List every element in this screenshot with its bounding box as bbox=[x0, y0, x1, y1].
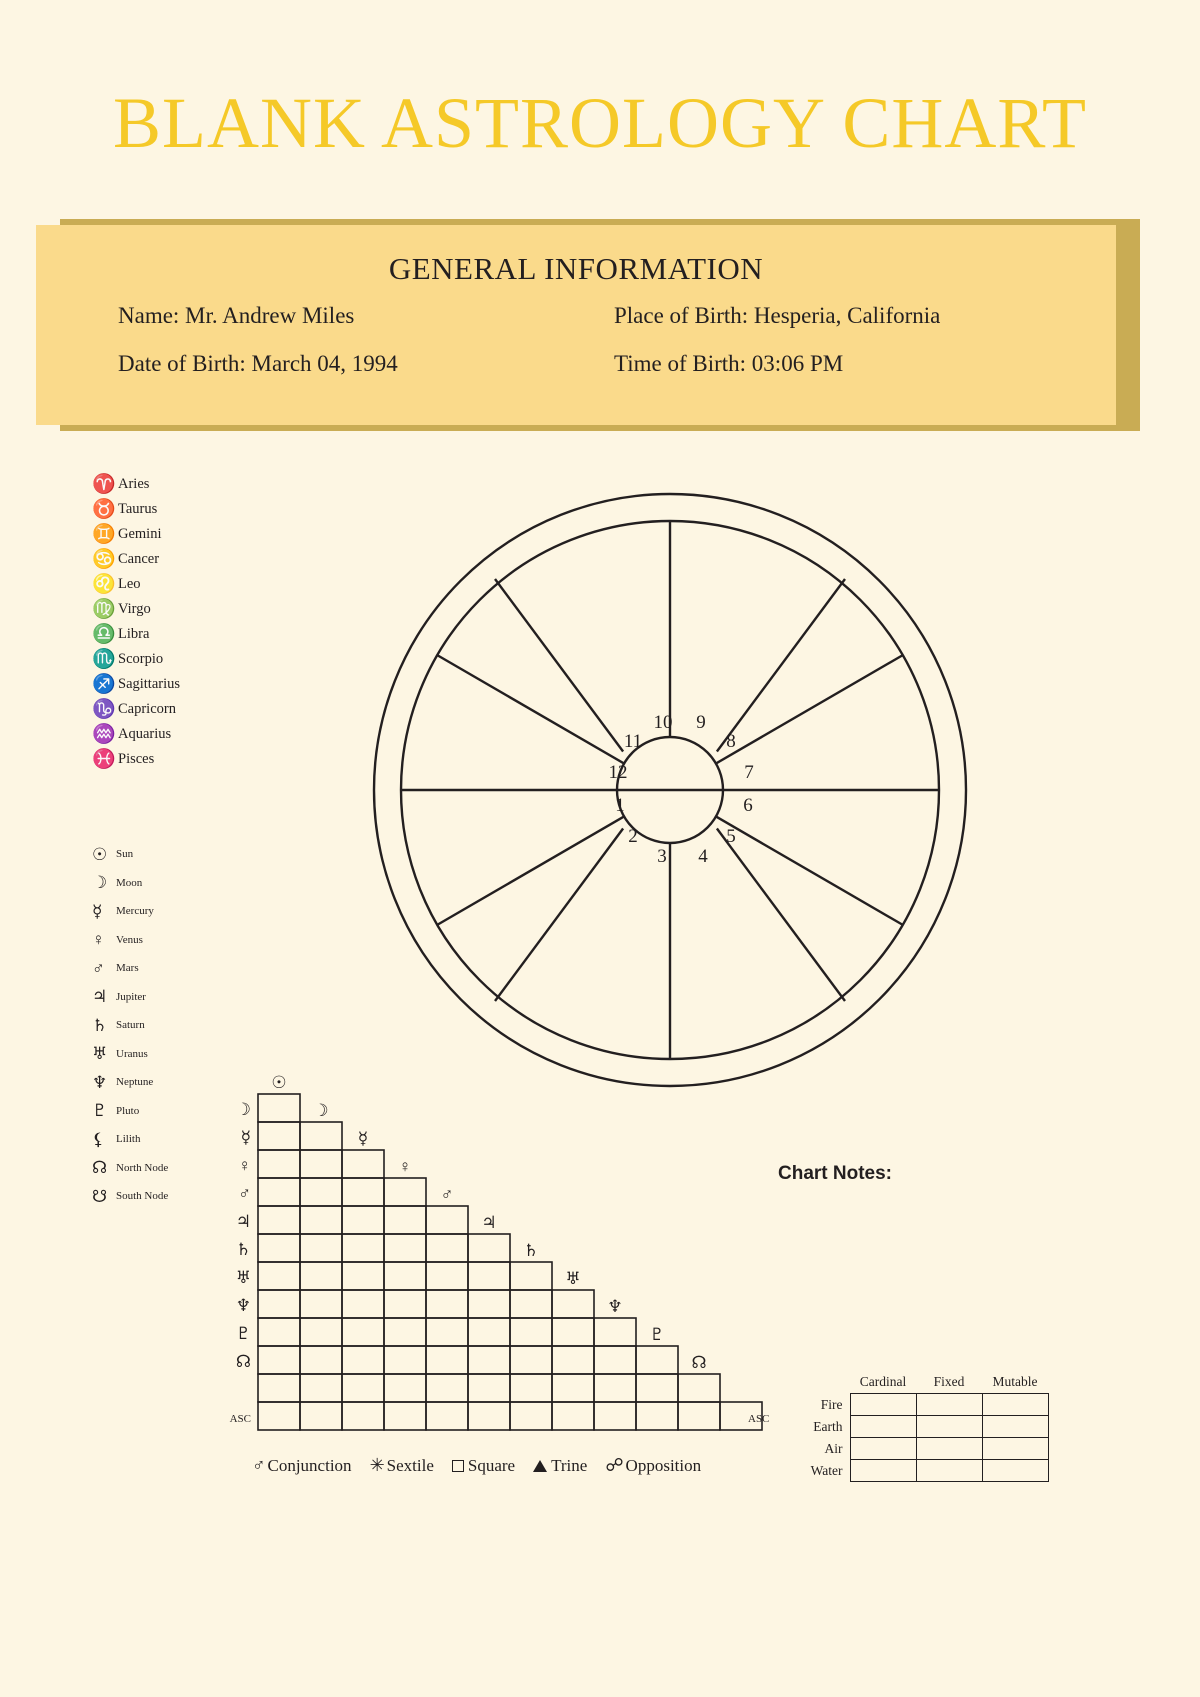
table-row bbox=[798, 1438, 1048, 1460]
planet-label: Venus bbox=[116, 933, 143, 946]
mars-glyph: ♂ bbox=[92, 958, 105, 978]
planet-label: Saturn bbox=[116, 1019, 145, 1032]
row-header-fire: Fire bbox=[820, 1396, 843, 1412]
row-label-saturn: ♄ bbox=[235, 1240, 251, 1259]
capricorn-glyph: ♑ bbox=[92, 699, 116, 720]
leo-glyph: ♌ bbox=[92, 574, 116, 595]
diag-label-uranus: ♅ bbox=[565, 1269, 581, 1288]
scorpio-glyph: ♏ bbox=[92, 649, 116, 670]
place-of-birth-field: Place of Birth: Hesperia, California bbox=[614, 303, 941, 328]
list-item bbox=[92, 840, 282, 869]
planet-label: Uranus bbox=[116, 1047, 148, 1060]
diag-label-pluto: ♇ bbox=[649, 1325, 665, 1344]
row-header-earth: Earth bbox=[813, 1418, 843, 1434]
jupiter-glyph: ♃ bbox=[92, 987, 108, 1007]
table-row bbox=[798, 1460, 1048, 1482]
house-number-5: 5 bbox=[726, 826, 736, 847]
row-label-venus: ♀ bbox=[238, 1156, 251, 1175]
table-cell[interactable] bbox=[982, 1394, 1048, 1416]
sextile-icon: ✳ bbox=[369, 1455, 385, 1475]
row-label-neptune: ♆ bbox=[235, 1296, 251, 1315]
north-node-glyph: ☊ bbox=[92, 1158, 108, 1178]
legend-item-square bbox=[452, 1456, 515, 1476]
zodiac-signs-legend bbox=[92, 472, 282, 772]
planet-label: Lilith bbox=[116, 1133, 141, 1146]
table-row bbox=[798, 1394, 1048, 1416]
planet-label: Pluto bbox=[116, 1104, 140, 1117]
house-number-7: 7 bbox=[744, 762, 754, 783]
sign-label: Virgo bbox=[118, 601, 151, 617]
diag-label-asc: ASC bbox=[748, 1413, 770, 1425]
legend-item-opposition bbox=[605, 1455, 701, 1476]
house-number-10: 10 bbox=[653, 712, 673, 733]
row-label-mercury: ☿ bbox=[240, 1128, 251, 1147]
sign-label: Gemini bbox=[118, 526, 162, 542]
house-number-9: 9 bbox=[696, 712, 706, 733]
astrology-wheel bbox=[345, 490, 995, 1115]
sign-label: Taurus bbox=[118, 501, 158, 517]
row-label-asc: ASC bbox=[229, 1413, 251, 1425]
time-of-birth-field: Time of Birth: 03:06 PM bbox=[614, 351, 844, 376]
aspect-grid-svg bbox=[218, 1068, 778, 1448]
sign-label: Aquarius bbox=[118, 726, 172, 742]
house-number-3: 3 bbox=[657, 846, 667, 867]
list-item bbox=[92, 647, 282, 672]
planet-label: Mars bbox=[116, 962, 139, 975]
diag-label-mercury: ☿ bbox=[357, 1129, 369, 1148]
pisces-glyph: ♓ bbox=[92, 749, 116, 770]
aspect-legend bbox=[252, 1455, 752, 1476]
planet-label: Neptune bbox=[116, 1076, 154, 1089]
cusp-line bbox=[437, 817, 624, 925]
gemini-glyph: ♊ bbox=[92, 524, 116, 545]
row-label-uranus: ♅ bbox=[235, 1268, 251, 1287]
row-header-air: Air bbox=[824, 1440, 843, 1456]
table-cell[interactable] bbox=[916, 1416, 982, 1438]
neptune-glyph: ♆ bbox=[92, 1072, 108, 1092]
house-number-11: 11 bbox=[623, 731, 643, 752]
table-cell[interactable] bbox=[916, 1394, 982, 1416]
diag-label-jupiter: ♃ bbox=[481, 1213, 497, 1232]
planet-label: Moon bbox=[116, 876, 143, 889]
row-label-pluto: ♇ bbox=[235, 1324, 251, 1343]
house-number-8: 8 bbox=[726, 731, 736, 752]
general-information-heading: GENERAL INFORMATION bbox=[388, 251, 764, 286]
aspect-grid-cells bbox=[258, 1094, 762, 1430]
sun-glyph: ☉ bbox=[92, 844, 108, 864]
list-item bbox=[92, 597, 282, 622]
list-item bbox=[92, 897, 282, 926]
planet-label: Jupiter bbox=[116, 990, 146, 1003]
legend-label: Square bbox=[467, 1455, 516, 1475]
venus-glyph: ♀ bbox=[92, 930, 105, 950]
legend-label: Sextile bbox=[386, 1455, 434, 1475]
house-number-1: 1 bbox=[615, 795, 625, 816]
aspect-grid-diagonal-labels bbox=[271, 1073, 769, 1425]
diag-label-sun: ☉ bbox=[271, 1073, 287, 1092]
virgo-glyph: ♍ bbox=[92, 599, 116, 620]
table-cell[interactable] bbox=[916, 1460, 982, 1482]
list-item bbox=[92, 1011, 282, 1040]
diag-label-mars: ♂ bbox=[440, 1185, 454, 1204]
sign-label: Leo bbox=[118, 576, 141, 592]
table-corner bbox=[798, 1374, 850, 1394]
planet-label: South Node bbox=[116, 1190, 169, 1203]
saturn-glyph: ♄ bbox=[92, 1015, 108, 1035]
diag-label-venus: ♀ bbox=[398, 1157, 412, 1176]
row-label-jupiter: ♃ bbox=[235, 1212, 251, 1231]
sign-label: Scorpio bbox=[118, 651, 164, 667]
table-cell[interactable] bbox=[982, 1460, 1048, 1482]
list-item bbox=[92, 926, 282, 955]
diag-label-north-node: ☊ bbox=[691, 1353, 707, 1372]
table-cell[interactable] bbox=[982, 1416, 1048, 1438]
general-information-panel bbox=[36, 225, 1116, 425]
taurus-glyph: ♉ bbox=[92, 499, 116, 520]
row-label-north-node: ☊ bbox=[235, 1352, 251, 1371]
table-row bbox=[798, 1416, 1048, 1438]
sign-label: Libra bbox=[118, 626, 150, 642]
legend-label: Trine bbox=[551, 1455, 588, 1475]
planet-label: North Node bbox=[116, 1161, 169, 1174]
aspect-grid-row-labels bbox=[230, 1100, 251, 1425]
astrology-wheel-svg bbox=[345, 490, 995, 1110]
table-cell[interactable] bbox=[850, 1460, 916, 1482]
list-item bbox=[92, 697, 282, 722]
sign-label: Pisces bbox=[118, 751, 155, 767]
sign-label: Cancer bbox=[118, 551, 160, 567]
list-item bbox=[92, 547, 282, 572]
legend-item-conjunction bbox=[252, 1455, 352, 1476]
legend-item-sextile bbox=[370, 1455, 434, 1476]
column-header-mutable: Mutable bbox=[992, 1374, 1038, 1389]
list-item bbox=[92, 472, 282, 497]
house-number-6: 6 bbox=[743, 795, 753, 816]
planet-label: Mercury bbox=[116, 905, 154, 918]
house-number-2: 2 bbox=[628, 826, 638, 847]
list-item bbox=[92, 954, 282, 983]
element-modality-table bbox=[798, 1374, 1049, 1482]
sign-label: Capricorn bbox=[118, 701, 176, 717]
trine-icon bbox=[533, 1460, 547, 1472]
aries-glyph: ♈ bbox=[92, 474, 116, 495]
moon-glyph: ☽ bbox=[92, 873, 108, 893]
name-field: Name: Mr. Andrew Miles bbox=[118, 303, 355, 328]
diag-label-neptune: ♆ bbox=[607, 1297, 623, 1316]
cancer-glyph: ♋ bbox=[92, 549, 116, 570]
uranus-glyph: ♅ bbox=[92, 1044, 108, 1064]
libra-glyph: ♎ bbox=[92, 624, 116, 645]
conjunction-icon: ♂ bbox=[252, 1455, 266, 1475]
column-header-cardinal: Cardinal bbox=[859, 1374, 907, 1389]
aquarius-glyph: ♒ bbox=[92, 724, 116, 745]
sign-label: Sagittarius bbox=[118, 676, 181, 692]
opposition-icon: ☍ bbox=[605, 1455, 624, 1475]
table-cell[interactable] bbox=[982, 1438, 1048, 1460]
sign-label: Aries bbox=[118, 476, 150, 492]
row-header-water: Water bbox=[810, 1462, 843, 1478]
diag-label-moon: ☽ bbox=[313, 1101, 329, 1120]
list-item bbox=[92, 522, 282, 547]
diag-label-saturn: ♄ bbox=[523, 1241, 539, 1260]
mercury-glyph: ☿ bbox=[92, 901, 103, 921]
list-item bbox=[92, 672, 282, 697]
date-of-birth-field: Date of Birth: March 04, 1994 bbox=[118, 351, 398, 376]
house-number-4: 4 bbox=[698, 846, 708, 867]
list-item bbox=[92, 497, 282, 522]
cusp-line bbox=[716, 655, 903, 763]
table-cell[interactable] bbox=[850, 1394, 916, 1416]
square-icon bbox=[452, 1460, 464, 1472]
lilith-glyph: ⚸ bbox=[92, 1129, 105, 1149]
aspect-grid bbox=[218, 1068, 778, 1453]
list-item bbox=[92, 1040, 282, 1069]
house-number-12: 12 bbox=[608, 762, 628, 783]
general-information-fields bbox=[36, 303, 1116, 377]
table-cell[interactable] bbox=[850, 1438, 916, 1460]
list-item bbox=[92, 622, 282, 647]
list-item bbox=[92, 747, 282, 772]
table-cell[interactable] bbox=[916, 1438, 982, 1460]
row-label-mars: ♂ bbox=[238, 1184, 251, 1203]
row-label-moon: ☽ bbox=[235, 1100, 251, 1119]
list-item bbox=[92, 572, 282, 597]
cusp-line bbox=[437, 655, 624, 763]
pluto-glyph: ♇ bbox=[92, 1101, 108, 1121]
column-header-fixed: Fixed bbox=[933, 1374, 965, 1389]
planet-label: Sun bbox=[116, 848, 134, 861]
sagittarius-glyph: ♐ bbox=[92, 674, 116, 695]
list-item bbox=[92, 722, 282, 747]
cusp-line bbox=[716, 817, 903, 925]
legend-label: Conjunction bbox=[267, 1455, 352, 1475]
chart-notes-label: Chart Notes: bbox=[778, 1163, 893, 1184]
south-node-glyph: ☋ bbox=[92, 1186, 108, 1206]
table-cell[interactable] bbox=[850, 1416, 916, 1438]
legend-label: Opposition bbox=[625, 1455, 702, 1475]
legend-item-trine bbox=[533, 1456, 587, 1476]
page-title: BLANK ASTROLOGY CHART bbox=[112, 83, 1088, 163]
list-item bbox=[92, 983, 282, 1012]
list-item bbox=[92, 869, 282, 898]
